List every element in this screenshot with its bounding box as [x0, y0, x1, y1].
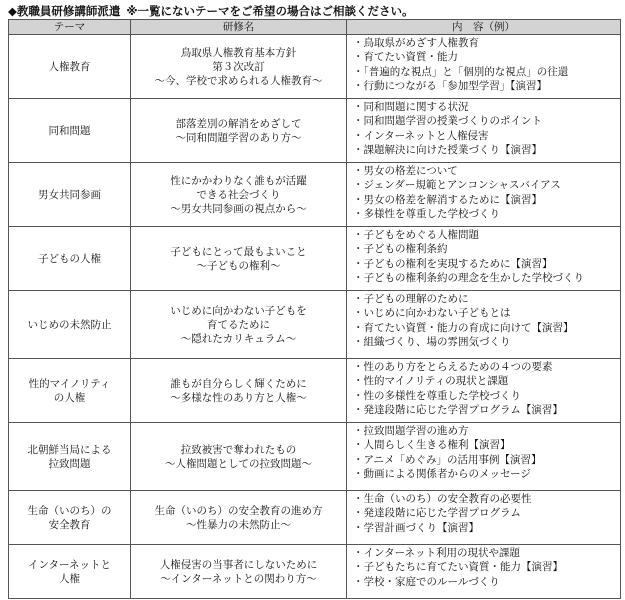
title-line: ～性暴力の未然防止～ [186, 518, 291, 531]
content-item: ・ 学校・家庭でのルールづくり [353, 575, 620, 589]
theme-cell [9, 99, 131, 163]
title-cell [131, 163, 347, 227]
theme-cell [9, 545, 131, 599]
title-cell [131, 35, 347, 99]
theme-line: 人権 [59, 572, 80, 585]
table-row [9, 545, 621, 599]
heading-note: ※一覧にないテーマをご希望の場合はご相談ください。 [126, 4, 414, 18]
content-item: ・ いじめに向かわない子どもとは [353, 306, 620, 320]
theme-cell [9, 291, 131, 359]
content-cell [347, 227, 621, 291]
content-item: ・ 生命（いのち）の安全教育の必要性 [353, 492, 620, 506]
table-row [9, 35, 621, 99]
table-header-row [9, 20, 621, 35]
content-item: ・ 子どもの権利を実現するために【演習】 [353, 257, 620, 271]
title-line: 人権侵害の当事者にしないために [159, 558, 318, 571]
content-item: ・ アニメ「めぐみ」の活用事例【演習】 [353, 453, 620, 467]
content-item: ・ 人間らしく生きる権利【演習】 [353, 438, 620, 452]
title-line: ～人権問題としての拉致問題～ [165, 457, 312, 470]
theme-line: いじめの未然防止 [27, 318, 112, 331]
page-heading [8, 4, 414, 18]
table-row [9, 291, 621, 359]
title-line: 鳥取県人権教育基本方針 [180, 46, 297, 59]
table-row [9, 491, 621, 545]
title-line: 育てるために [207, 318, 270, 331]
content-cell [347, 545, 621, 599]
title-line: ～多様な性のあり方と人権～ [170, 391, 307, 404]
content-item: ・ 多様性を尊重した学校づくり [353, 207, 620, 221]
content-cell [347, 359, 621, 423]
title-cell [131, 291, 347, 359]
title-cell [131, 423, 347, 491]
theme-line: 生命（いのち）の [27, 504, 112, 517]
content-cell [347, 99, 621, 163]
content-item: ・ 性のあり方をとらえるための４つの要素 [353, 360, 620, 374]
title-line: いじめに向かわない子どもを [170, 304, 307, 317]
column-header-title: 研修名 [131, 20, 347, 35]
content-list [353, 228, 620, 285]
content-list [353, 292, 620, 349]
content-item: ・ 性的マイノリティの現状と課題 [353, 374, 620, 388]
title-line: 第３次改訂 [212, 60, 265, 73]
title-line: ～今、学校で求められる人権教育～ [154, 74, 323, 87]
content-list [353, 100, 620, 157]
title-line: 生命（いのち）の安全教育の進め方 [154, 504, 323, 517]
content-item: ・ 育てたい資質・能力 [353, 50, 620, 64]
content-cell [347, 35, 621, 99]
table-row [9, 227, 621, 291]
title-cell [131, 359, 347, 423]
content-item: ・ 子どもの権利条約の理念を生かした学校づくり [353, 271, 620, 285]
theme-cell [9, 423, 131, 491]
title-line: ～子どもの権利～ [196, 259, 281, 272]
content-list [353, 360, 620, 417]
title-line: 部落差別の解消をめざして [175, 117, 302, 130]
content-item: ・ 同和問題学習の授業づくりのポイント [353, 114, 620, 128]
title-line: ～男女共同参画の視点から～ [170, 202, 307, 215]
content-item: ・ 男女の格差について [353, 164, 620, 178]
content-item: ・ 男女の格差を解消するために【演習】 [353, 193, 620, 207]
content-item: ・ 性の多様性を尊重した学校づくり [353, 389, 620, 403]
theme-cell [9, 491, 131, 545]
theme-line: 安全教育 [48, 518, 91, 531]
title-line: ～隠れたカリキュラム～ [180, 332, 297, 345]
content-item: ・ 発達段階に応じた学習プログラム [353, 506, 620, 520]
content-item: ・ 拉致問題学習の進め方 [353, 424, 620, 438]
theme-cell [9, 35, 131, 99]
content-item: ・ 育てたい資質・能力の育成に向けて【演習】 [353, 321, 620, 335]
theme-line: 子どもの人権 [38, 252, 101, 265]
content-item: ・ ジェンダー規範とアンコンシャスバイアス [353, 178, 620, 192]
table-row [9, 163, 621, 227]
content-item: ・ インターネット利用の現状や課題 [353, 546, 620, 560]
title-line: 誰もが自分らしく輝くために [170, 377, 307, 390]
title-line: 拉致被害で奪われたもの [180, 443, 297, 456]
title-line: ～同和問題学習のあり方～ [175, 131, 302, 144]
content-list [353, 424, 620, 481]
content-cell [347, 163, 621, 227]
title-cell [131, 99, 347, 163]
content-cell [347, 291, 621, 359]
content-list [353, 492, 620, 535]
content-item: ・ 学習計画づくり【演習】 [353, 521, 620, 535]
title-cell [131, 227, 347, 291]
content-item: ・ 行動につながる「参加型学習」【演習】 [353, 79, 620, 93]
theme-line: 拉致問題 [48, 457, 91, 470]
column-header-theme: テーマ [9, 20, 131, 35]
theme-cell [9, 163, 131, 227]
table-body [9, 35, 621, 599]
title-line: ～インターネットとの関わり方～ [160, 572, 317, 585]
content-item: ・ 課題解決に向けた授業づくり【演習】 [353, 143, 620, 157]
theme-line: の人権 [53, 391, 86, 404]
column-header-content: 内 容（例） [347, 20, 621, 35]
content-item: ・ 発達段階に応じた学習プログラム【演習】 [353, 403, 620, 417]
content-item: ・ 子どもたちに育てたい資質・能力【演習】 [353, 560, 620, 574]
content-list [353, 164, 620, 221]
title-line: できる社会づくり [196, 188, 281, 201]
content-cell [347, 491, 621, 545]
title-line: 子どもにとって最もよいこと [170, 245, 307, 258]
table-row [9, 423, 621, 491]
theme-line: インターネットと [27, 558, 112, 571]
theme-line: 同和問題 [48, 124, 91, 137]
title-cell [131, 545, 347, 599]
theme-line: 人権教育 [48, 60, 91, 73]
title-cell [131, 491, 347, 545]
content-item: ・ 子どもの理解のために [353, 292, 620, 306]
content-item: ・ 子どもをめぐる人権問題 [353, 228, 620, 242]
table-row [9, 359, 621, 423]
content-list [353, 36, 620, 93]
theme-line: 性的マイノリティ [28, 377, 111, 390]
theme-cell [9, 359, 131, 423]
content-item: ・ インターネットと人権侵害 [353, 129, 620, 143]
table-row [9, 99, 621, 163]
content-cell [347, 423, 621, 491]
training-table [8, 19, 621, 599]
theme-line: 男女共同参画 [38, 188, 101, 201]
theme-line: 北朝鮮当局による [27, 443, 112, 456]
content-item: ・ 鳥取県がめざす人権教育 [353, 36, 620, 50]
content-item: ・ 動画による関係者からのメッセージ [353, 467, 620, 481]
content-item: ・ 子どもの権利条約 [353, 242, 620, 256]
content-item: ・ 同和問題に関する状況 [353, 100, 620, 114]
content-item: ・ 組織づくり、場の雰囲気づくり [353, 335, 620, 349]
title-line: 性にかかわりなく誰もが活躍 [170, 174, 307, 187]
heading-title: ◆教職員研修講師派遣 [8, 4, 121, 18]
content-item: ・ 「普遍的な視点」と「個別的な視点」の往還 [353, 65, 620, 79]
theme-cell [9, 227, 131, 291]
content-list [353, 546, 620, 589]
